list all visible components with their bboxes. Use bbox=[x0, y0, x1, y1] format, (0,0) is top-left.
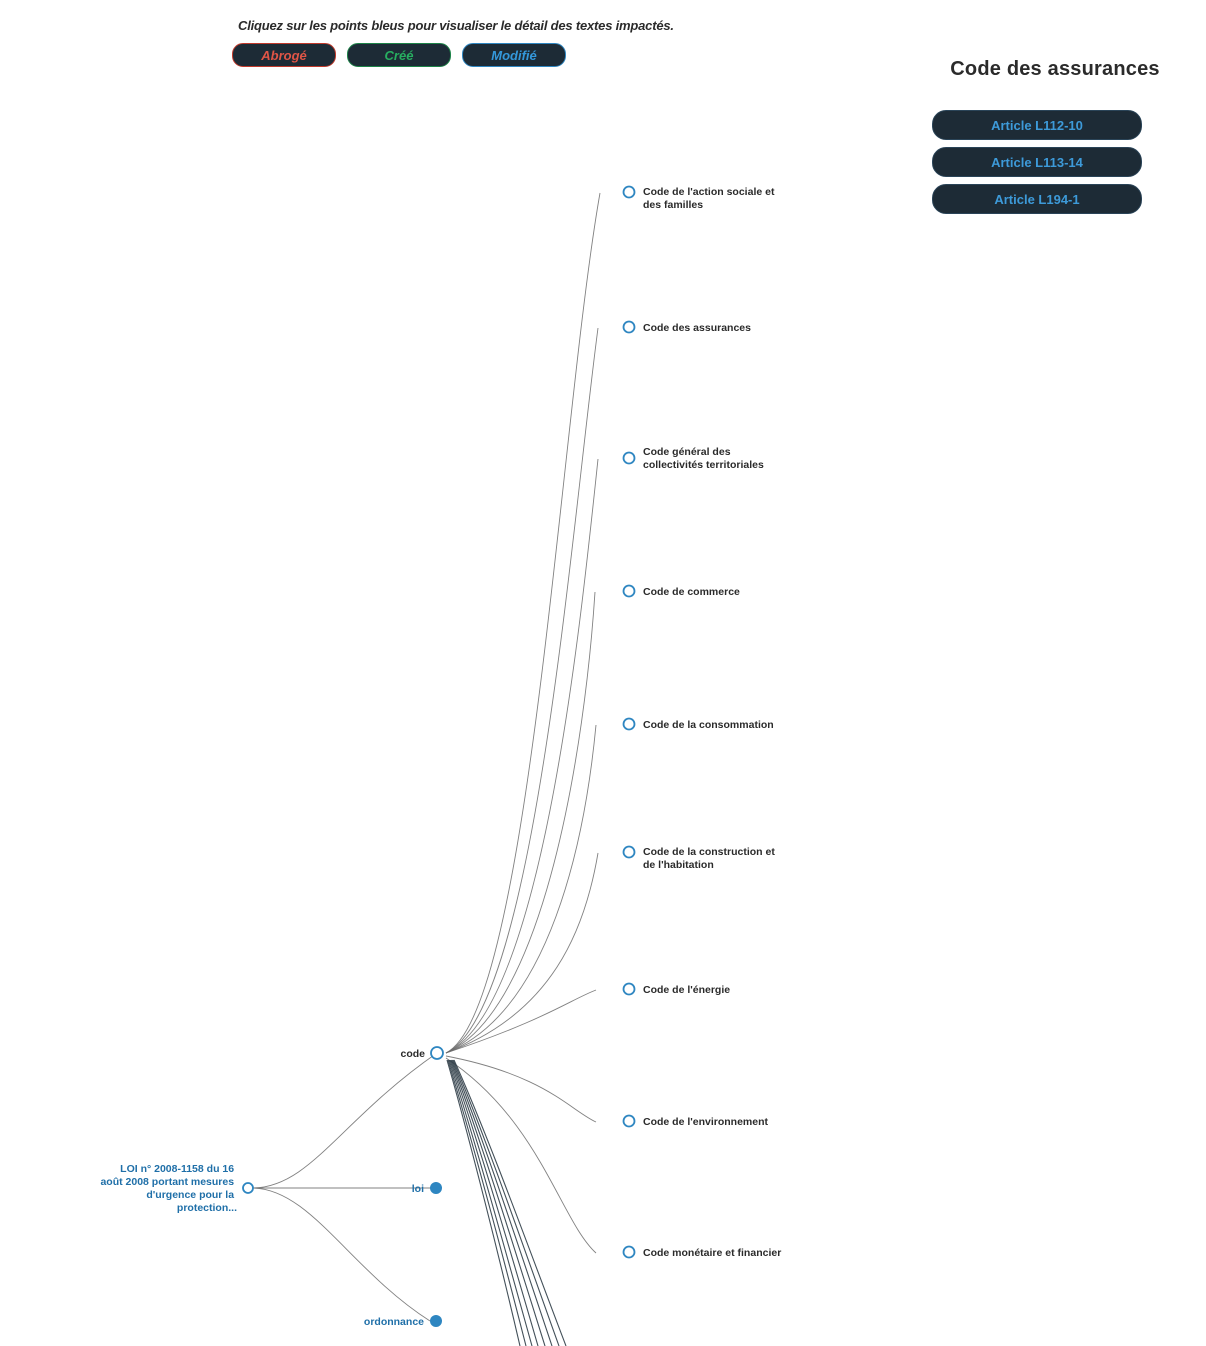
edge-code-0 bbox=[446, 193, 600, 1053]
legend-label: Modifié bbox=[491, 47, 537, 63]
edge-root-code bbox=[252, 1053, 437, 1188]
node-code-6-label: Code de l'énergie bbox=[643, 984, 731, 996]
edge-code-1 bbox=[446, 328, 598, 1053]
node-code-3[interactable] bbox=[624, 586, 635, 597]
edge-code-2 bbox=[446, 459, 598, 1053]
node-code-0[interactable] bbox=[624, 187, 635, 198]
edge-bundle-1 bbox=[447, 1060, 520, 1346]
edge-code-5 bbox=[446, 853, 598, 1053]
node-code-4[interactable] bbox=[624, 719, 635, 730]
edge-code-3 bbox=[446, 592, 595, 1053]
edge-bundle-3 bbox=[449, 1060, 532, 1346]
hint-text: Cliquez sur les points bleus pour visualiser le détail des textes impactés. bbox=[238, 18, 674, 33]
article-label: Article L194-1 bbox=[994, 191, 1080, 207]
node-code-1[interactable] bbox=[624, 322, 635, 333]
node-category-loi-label: loi bbox=[411, 1183, 424, 1195]
node-code-3-label: Code de commerce bbox=[643, 586, 740, 598]
node-code-6[interactable] bbox=[624, 984, 635, 995]
edge-code-7 bbox=[446, 1056, 596, 1122]
node-category-code[interactable] bbox=[431, 1047, 443, 1059]
node-code-2-label: Code général des collectivités territoriales bbox=[643, 446, 764, 471]
node-category-code-label: code bbox=[400, 1048, 425, 1060]
article-label: Article L113-14 bbox=[991, 154, 1083, 170]
node-category-ordonnance[interactable] bbox=[430, 1315, 442, 1327]
edge-root-ordonnance bbox=[252, 1188, 430, 1321]
node-code-5[interactable] bbox=[624, 847, 635, 858]
node-code-8[interactable] bbox=[624, 1247, 635, 1258]
panel-title: Code des assurances bbox=[950, 58, 1160, 80]
edge-bundle-6 bbox=[452, 1060, 552, 1346]
node-code-4-label: Code de la consommation bbox=[643, 719, 774, 731]
node-code-8-label: Code monétaire et financier bbox=[643, 1247, 782, 1259]
legend-label: Abrogé bbox=[261, 47, 307, 63]
node-code-1-label: Code des assurances bbox=[643, 322, 751, 334]
node-code-7-label: Code de l'environnement bbox=[643, 1116, 769, 1128]
edge-bundle-4 bbox=[450, 1060, 538, 1346]
article-label: Article L112-10 bbox=[991, 117, 1083, 133]
node-root-label: LOI n° 2008-1158 du 16 août 2008 portant mesures d'urgence pour la protection... bbox=[100, 1163, 237, 1214]
node-category-ordonnance-label: ordonnance bbox=[363, 1316, 424, 1328]
node-root[interactable] bbox=[243, 1183, 253, 1193]
node-category-loi[interactable] bbox=[430, 1182, 442, 1194]
node-code-0-label: Code de l'action sociale et des familles bbox=[643, 186, 775, 211]
node-code-5-label: Code de la construction et de l'habitation bbox=[643, 846, 775, 871]
node-code-2[interactable] bbox=[624, 453, 635, 464]
edge-bundle-2 bbox=[448, 1060, 526, 1346]
node-code-7[interactable] bbox=[624, 1116, 635, 1127]
edge-code-8 bbox=[446, 1058, 596, 1253]
legend-label: Créé bbox=[384, 47, 414, 63]
